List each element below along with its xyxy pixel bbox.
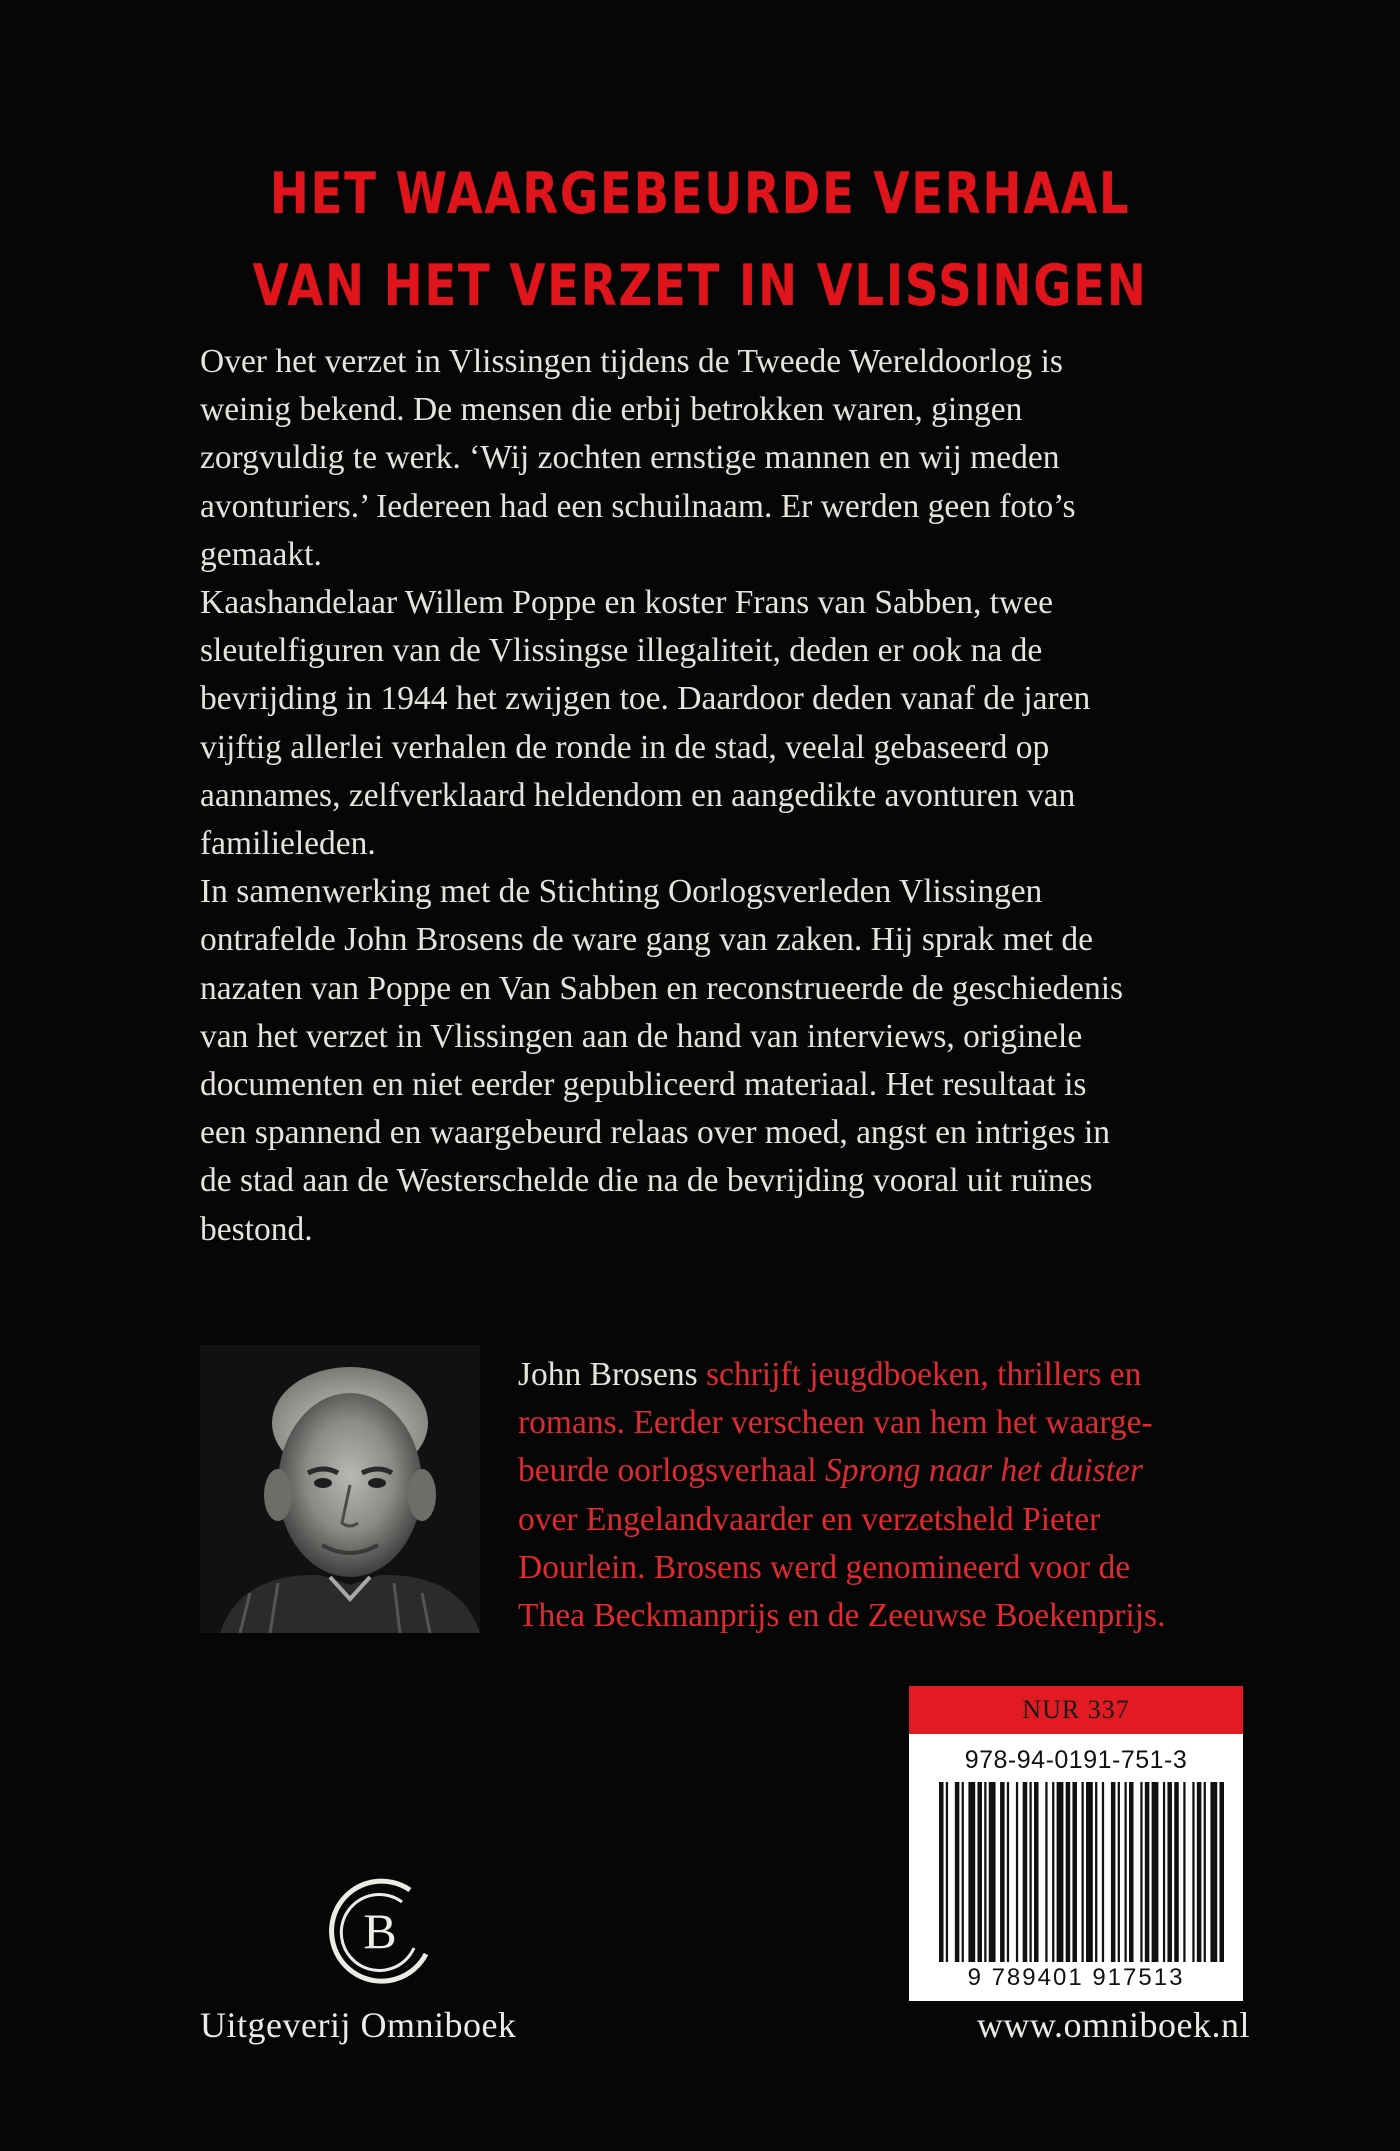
barcode-bar <box>962 1782 964 1962</box>
barcode-bar <box>1095 1782 1097 1962</box>
bio-line: romans. Eerder verscheen van hem het waarge- <box>518 1404 1153 1442</box>
blurb-line: avonturiers.’ Iedereen had een schuilnaam. Er werden geen foto’s <box>200 487 1076 525</box>
barcode-bar <box>946 1782 948 1962</box>
barcode-bar <box>1183 1782 1185 1962</box>
barcode-bar <box>984 1782 986 1962</box>
blurb-line: sleutelfiguren van de Vlissingse illegaliteit, deden er ook na de <box>200 632 1043 670</box>
headline-line-1: HET WAARGEBEURDE VERHAAL <box>269 161 1131 227</box>
bio-line <box>518 1447 1238 1495</box>
barcode-bar <box>1052 1782 1054 1962</box>
barcode-bar <box>977 1782 982 1962</box>
barcode-bar <box>1023 1782 1028 1962</box>
blurb-line: nazaten van Poppe en Van Sabben en reconstrueerde de geschiedenis <box>200 969 1124 1007</box>
publisher-website: www.omniboek.nl <box>976 2005 1250 2045</box>
svg-text:B: B <box>363 1903 397 1959</box>
bio-line: Dourlein. Brosens werd genomineerd voor de <box>518 1548 1131 1586</box>
barcode-bar <box>1140 1782 1142 1962</box>
barcode-bars <box>939 1782 1224 1962</box>
barcode-bar <box>1192 1782 1194 1962</box>
barcode-bar <box>955 1782 960 1962</box>
bio-line: over Engelandvaarder en verzetsheld Pieter <box>518 1500 1101 1538</box>
barcode-bar <box>1129 1782 1134 1962</box>
back-cover-headline <box>126 148 1274 332</box>
blurb-line: documenten en niet eerder gepubliceerd materiaal. Het resultaat is <box>200 1066 1087 1104</box>
bio-text: beurde oorlogsverhaal <box>518 1452 825 1490</box>
author-photo <box>200 1345 480 1633</box>
blurb-line: de stad aan de Westerschelde die na de bevrijding vooral uit ruïnes <box>200 1162 1093 1200</box>
barcode-bar <box>1034 1782 1039 1962</box>
blurb-line: aannames, zelfverklaard heldendom en aangedikte avonturen van <box>200 776 1076 814</box>
blurb-line: zorgvuldig te werk. ‘Wij zochten ernstige mannen en wij meden <box>200 439 1060 477</box>
barcode-bar <box>1167 1782 1172 1962</box>
book-title: Sprong naar het duister <box>824 1452 1143 1490</box>
publisher-name: Uitgeverij Omniboek <box>200 2005 517 2045</box>
barcode-bar <box>1057 1782 1064 1962</box>
barcode-bar <box>1197 1782 1202 1962</box>
barcode-bar <box>1204 1782 1206 1962</box>
barcode-bar <box>1152 1782 1159 1962</box>
barcode-bar <box>1118 1782 1120 1962</box>
author-name: John Brosens <box>518 1356 698 1393</box>
barcode-bar <box>989 1782 996 1962</box>
barcode-bar <box>1124 1782 1126 1962</box>
barcode-bar <box>1072 1782 1077 1962</box>
blurb-line: gemaakt. <box>200 535 322 573</box>
blurb-line: Kaashandelaar Willem Poppe en koster Frans van Sabben, twee <box>200 584 1053 622</box>
isbn-barcode-label <box>909 1686 1243 2001</box>
barcode-bar <box>1210 1782 1217 1962</box>
barcode-bar <box>1174 1782 1179 1962</box>
blurb-text <box>200 338 1240 1254</box>
barcode-bar <box>1000 1782 1005 1962</box>
publisher-logo-icon <box>318 1868 442 1992</box>
bio-text: schrijft jeugdboeken, thrillers en <box>697 1356 1142 1393</box>
blurb-line: bestond. <box>200 1210 313 1248</box>
barcode-bar <box>1007 1782 1009 1962</box>
isbn-number: 978-94-0191-751-3 <box>964 1746 1188 1774</box>
blurb-line: ontrafelde John Brosens de ware gang van zaken. Hij sprak met de <box>200 921 1094 959</box>
blurb-line: van het verzet in Vlissingen aan de hand van interviews, originele <box>200 1017 1083 1055</box>
author-bio <box>518 1351 1238 1640</box>
ean-digits: 9 789401 917513 <box>967 1964 1185 1991</box>
barcode-bar <box>1016 1782 1018 1962</box>
blurb-line: weinig bekend. De mensen die erbij betrokken waren, gingen <box>200 391 1023 429</box>
barcode-bar <box>1066 1782 1071 1962</box>
barcode-bar <box>1163 1782 1165 1962</box>
barcode-bar <box>1219 1782 1224 1962</box>
blurb-line: vijftig allerlei verhalen de ronde in de stad, veelal gebaseerd op <box>200 728 1050 766</box>
headline-line-2: VAN HET VERZET IN VLISSINGEN <box>252 253 1148 319</box>
blurb-line: In samenwerking met de Stichting Oorlogsverleden Vlissingen <box>200 873 1043 911</box>
bio-line <box>518 1351 1238 1399</box>
blurb-line: een spannend en waargebeurd relaas over moed, angst en intriges in <box>200 1114 1111 1152</box>
barcode-bar <box>1029 1782 1031 1962</box>
barcode-bar <box>1082 1782 1084 1962</box>
barcode-bar <box>939 1782 944 1962</box>
blurb-line: Over het verzet in Vlissingen tijdens de Tweede Wereldoorlog is <box>200 343 1063 380</box>
nur-code: NUR 337 <box>909 1686 1243 1734</box>
barcode-bar <box>1045 1782 1047 1962</box>
barcode-bar <box>1102 1782 1104 1962</box>
barcode-bar <box>1086 1782 1093 1962</box>
barcode-bar <box>968 1782 975 1962</box>
barcode-bar <box>1111 1782 1116 1962</box>
blurb-line: familieleden. <box>200 825 376 863</box>
bio-line: Thea Beckmanprijs en de Zeeuwse Boekenprijs. <box>518 1597 1166 1635</box>
barcode-bar <box>1145 1782 1150 1962</box>
blurb-line: bevrijding in 1944 het zwijgen toe. Daardoor deden vanaf de jaren <box>200 680 1091 718</box>
